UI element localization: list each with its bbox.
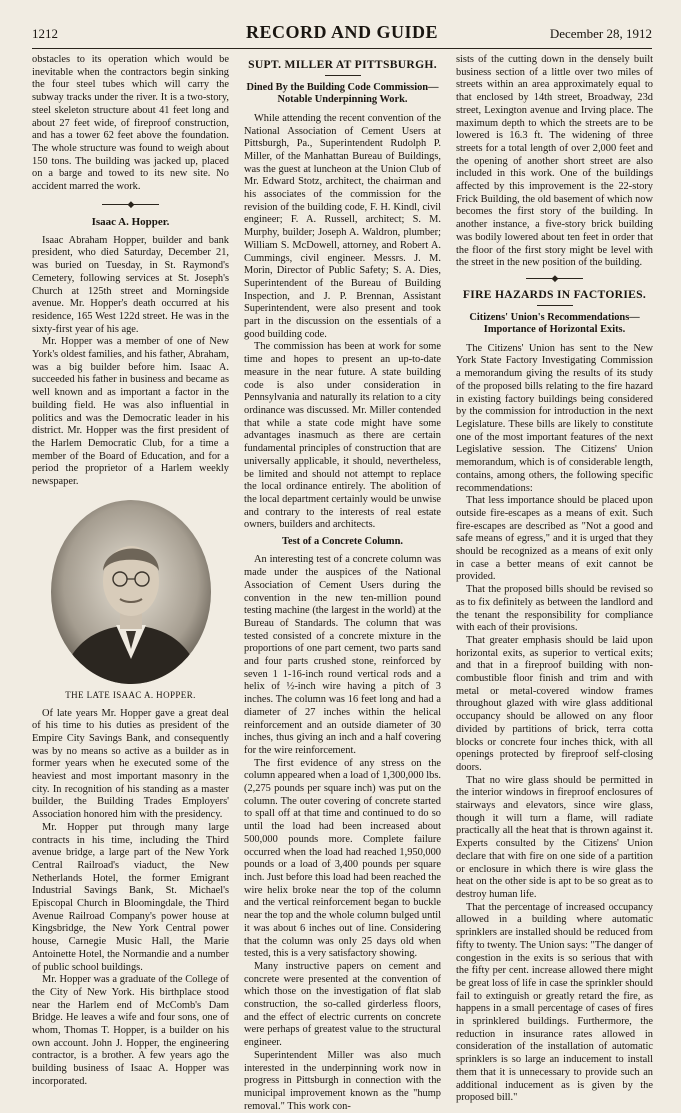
article-paragraph: The first evidence of any stress on the column appeared when a load of 1,300,000 lbs. (2,275 pounds per square inch) was put on the column. The outer covering of concrete started to spall off at that time and continued to do so until the load had been increased about 500,000 pounds more. Complete failure occurred when the load had reached 1,950,000 pounds or a load of 3,400 pounds per square inch. Just before this load had been reached the wire helix broke near the top of the column and the vertical reinforcement began to buckle near the top and the whole column bulged until it was about 6 inches out of line. Considering that the column was only 25 days old when tested, this is a very satisfactory showing.	[244, 757, 441, 960]
column-middle	[244, 54, 441, 1112]
obituary-paragraph: Isaac Abraham Hopper, builder and bank president, who died Saturday, December 21, was buried on Tuesday, in St. Raymond's Cemetery, following services at St. Joseph's Church at 125th street and Morningside avenue. Mr. Hopper's death occurred at his residence, 165 West 122d street. He was in the sixty-first year of his age.	[32, 234, 229, 335]
article-paragraph: That less importance should be placed upon outside fire-escapes as a means of exit. Such fire-escapes are described as "Not a good and safe means of egress," and it is urged that they should be recognized as a means of exit only in case a better means of exit cannot be provided.	[456, 495, 653, 583]
article-heading: SUPT. MILLER AT PITTSBURGH.	[248, 58, 437, 71]
obituary-paragraph: Mr. Hopper was a graduate of the College of the City of New York. His birthplace stood near the Harlem end of McComb's Dam Bridge. He leaves a wife and four sons, one of whom, Thomas T. Hopper, is a builder on his own account. John J. Hopper, the engineering contractor, is a brother. A few years ago the building business of Isaac A. Hopper was incorporated.	[32, 974, 229, 1087]
publication-title: RECORD AND GUIDE	[245, 22, 439, 42]
section-subheading: Test of a Concrete Column.	[282, 536, 403, 548]
header-rule	[32, 48, 652, 49]
article-continuation: sists of the cutting down in the densely built business section of a little over two miles of streets within an area approximately equal to that enclosed by 14th street, Broadway, 23d street, Lexington avenue and Irving place. The maximum depth to which the streets are to be lowered is 16.3 ft. The widening of three streets for a total length of over 2,000 feet and the opening of another short street are also included in this work. One of the buildings affected by this improvement is the 22-story Frick Building, the old basement of which now becomes the first story of the building. In another instance, a five-story brick building was bodily lowered about ten feet in order that the floor of the first story might be level with the street in the new position of the building.	[456, 54, 653, 269]
page-header	[32, 22, 652, 48]
section-divider: ◆	[32, 198, 229, 210]
article-subheading: Dined By the Building Code Commission—Notable Underpinning Work.	[246, 82, 439, 106]
article-paragraph: While attending the recent convention of the National Association of Cement Users at Pittsburgh, Pa., Superintendent Rudolph P. Miller, of the Manhattan Bureau of Buildings, was the guest at luncheon at the Union Club of Mr. Edward Stotz, architect, the chairman and his associates of the commission for the revision of the building code, F. H. Kindl, civil engineer; F. A. Russell, architect; S. M. Murphy, builder; Joseph A. Waldron, plumber; William S. McDowell, attorney, and Robert A. Cummings, civil engineer. Messrs. J. M. Morin, Director of Public Safety; S. A. Dies, Superintendent of the Bureau of Building Inspection, and J. P. Brennan, Assistant Superintendent, were also present and took part in the discussion on the essentials of a good building code.	[244, 112, 441, 340]
article-heading: FIRE HAZARDS IN FACTORIES.	[462, 287, 647, 301]
article-paragraph: That the proposed bills should be revised so as to fix definitely as between the landlord and the tenant the responsibility for compliance with each of their provisions.	[456, 584, 653, 634]
portrait-caption: THE LATE ISAAC A. HOPPER.	[65, 689, 196, 700]
article-continuation: obstacles to its operation which would be inevitable when the contractors begin sinking the four steel tubes which will carry the subway tracks under the river. It is a two-story, steel skeleton structure about 41 feet long and about 27 feet wide, of fireproof construction, and has a tower 62 feet above the foundation. The whole structure was found to weigh about 150 tons. The building was jacked up, placed on a barge and towed to its new site. No accident marred the work.	[32, 54, 229, 193]
article-paragraph: That no wire glass should be permitted in the interior windows in fireproof enclosures of stairways and elevators, since wire glass, though it will turn a flame, will radiate practically all the heat that is thrown against it. Experts consulted by the Citizens' Union declare that with fire on one side of a partition or enclosure in which there is wire glass the heat on the other side is apt to be so great as to destroy human life.	[456, 774, 653, 900]
article-paragraph: The commission has been at work for some time and hopes to present an up-to-date measure in the near future. A state building code is also under consideration in Pennsylvania and naturally its relation to a city ordinance was discussed. Mr. Miller contended that while a state code might have some advantages inasmuch as there are certain fundamental principles of construction that are universally applicable, it should, nevertheless, be limited and should not attempt to replace the local ordinance entirely. The abolition of the local department certainly would be unwise and contrary to the interests of real estate owners, builders and architects.	[244, 341, 441, 531]
issue-date: December 28, 1912	[549, 26, 652, 41]
obituary-paragraph: Of late years Mr. Hopper gave a great deal of his time to his duties as president of the Empire City Savings Bank, and consequently was by no means so active as a builder as in former years when he executed some of the heaviest and most important masonry in the city. In recognition of his standing as a master builder, the Building Trades Employers' Association honored him with the presidency.	[32, 707, 229, 821]
article-paragraph: The Citizens' Union has sent to the New York State Factory Investigating Commission a memorandum giving the results of its study of the proposed bills relating to the fire hazard in existing factory buildings being considered by the commission for introduction in the next Legislature. These bills are likely to constitute one of the most important features of the next Legislative session. The Citizens' Union memorandum, which is of considerable length, contains, among others, the following specific recommendations:	[456, 342, 653, 494]
article-paragraph: Many instructive papers on cement and concrete were presented at the convention of which those on the investigation of flat slab construction, the so-called girderless floors, and the effect of electric currents on concrete were perhaps of greatest value to the structural engineer.	[244, 960, 441, 1049]
column-left	[32, 54, 229, 1090]
obituary-heading: Isaac A. Hopper.	[91, 215, 170, 228]
article-subheading: Citizens' Union's Recommendations—Importance of Horizontal Exits.	[469, 311, 640, 336]
article-paragraph: That the percentage of increased occupancy allowed in a building where automatic sprinklers are installed should be reduced from fifty to twenty. The Union says: "The danger of congestion in the exits is so serious that with the fifty per cent. increase allowed there might be great loss of life in case the sprinkler should fail to extinguish or greatly retard the fire, as happens in a small percentage of cases of fires in sprinklered buildings. Furthermore, the reduction in insurance rates allowed in consideration of the installation of automatic sprinklers is so large an inducement to install them that it is unnecessary to provide such an additional inducement as is given by the proposed bill."	[456, 901, 654, 1104]
portrait-figure	[32, 499, 229, 685]
heading-rule	[325, 75, 361, 76]
page-number: 1212	[32, 26, 58, 41]
obituary-paragraph: Mr. Hopper was a member of one of New York's oldest families, and his father, Abraham, was a big builder before him. Isaac A. succeeded his father in business and became as well known and as important a factor in the building field. He was also influential in politics and was the Democratic leader in his district. Mr. Hopper was the first president of the Harlem Democratic Club, for a time a member of the Board of Education, and for a period the proprietor of a Harlem weekly newspaper.	[32, 336, 229, 488]
portrait-image	[50, 499, 212, 685]
article-paragraph: An interesting test of a concrete column was made under the auspices of the National Association of Cement Users during the convention in the new ten-million pound testing machine (the largest in the world) at the Bureau of Standards. The column that was tested consisted of a concrete mixture in the proportions of one part cement, two parts sand and four parts crushed stone, reinforced by seven 1 1-16-inch round vertical rods and a helix of ½-inch wire having a pitch of 3 inches. The column was 16 feet long and had a diameter of 27 inches within the helical reinforcement and an outside diameter of 30 inches, thus giving an inch and a half covering for the wire reinforcement.	[244, 554, 441, 756]
heading-rule	[537, 305, 573, 306]
obituary-paragraph: Mr. Hopper put through many large contracts in his time, including the Third avenue bridge, a large part of the New York Central Railroad's viaduct, the New Netherlands Hotel, the former Emigrant Industrial Savings Bank, St. Michael's Episcopal Church in Bloomingdale, the Third Avenue Railroad Company's power house at Kingsbridge, the New York Central power house, Carnegie Music Hall, the Marie Antoinette Hotel, the Normandie and a number of public school buildings.	[32, 821, 229, 973]
article-paragraph: That greater emphasis should be laid upon horizontal exits, as superior to vertical exits; and that in a fireproof building with non-combustible floor finish and trim and with metal or metal-covered window frames throughout glazed with wire glass additional occupancy should be allowed on any floor divided by partitions of brick, terra cotta blocks or concrete four inches thick, with all openings protected by fireproof self-closing doors.	[456, 634, 653, 773]
article-paragraph: Superintendent Miller was also much interested in the underpinning work now in progress in Pittsburgh in connection with the municipal improvement known as the "hump removal." This work con-	[244, 1049, 441, 1112]
column-right	[456, 54, 654, 1104]
section-divider: ◆	[456, 272, 653, 284]
